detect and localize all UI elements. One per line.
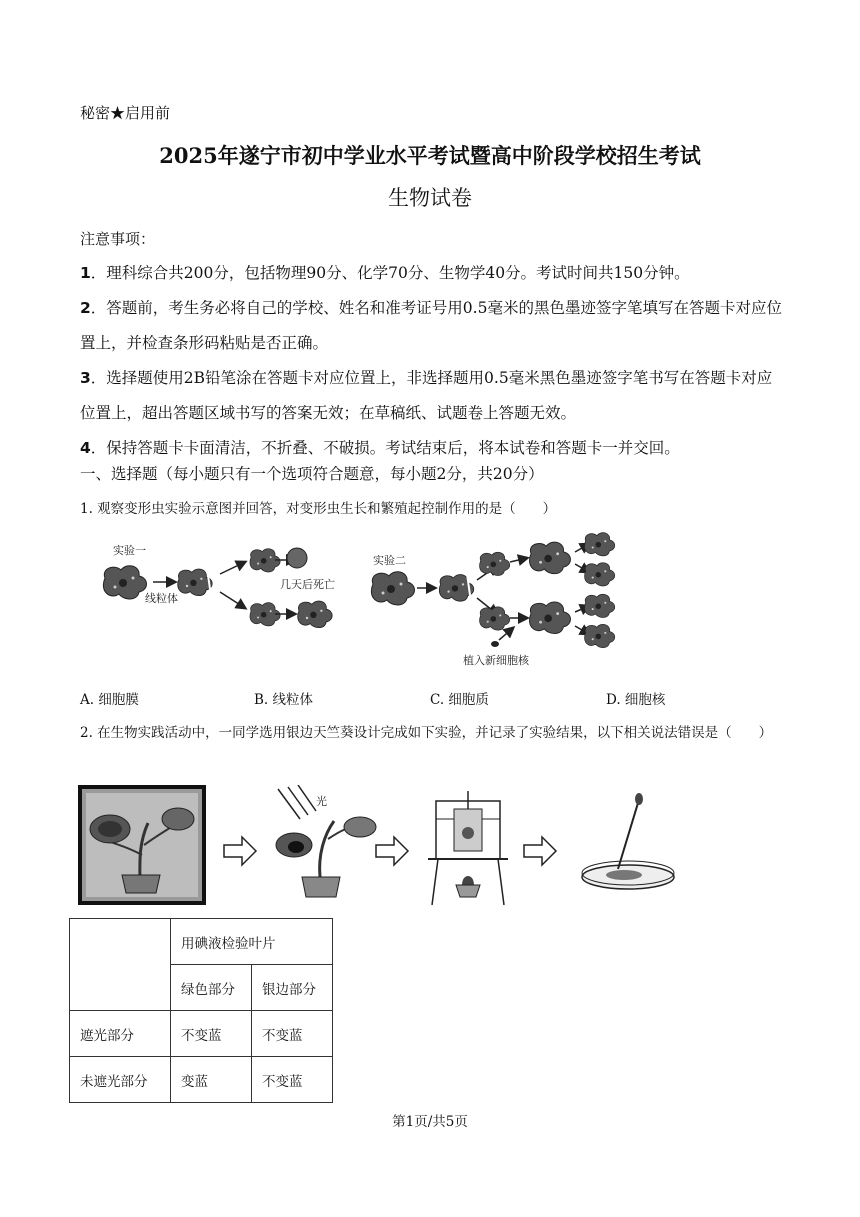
table-header-main: 用碘液检验叶片: [171, 919, 333, 965]
cell-green: 变蓝: [171, 1057, 252, 1103]
cell-silver: 不变蓝: [252, 1011, 333, 1057]
arrow-icon: [376, 837, 408, 865]
option-c: C. 细胞质: [430, 692, 489, 708]
note-item: 2．答题前，考生务必将自己的学校、姓名和准考证号用0.5毫米的黑色墨迹签字笔填写在答题卡对应位置上，并检查条形码粘贴是否正确。: [80, 299, 782, 352]
option-a: A. 细胞膜: [80, 692, 139, 708]
table-corner-cell: [70, 919, 171, 1011]
amoeba-icon: [480, 607, 510, 630]
cell-green: 不变蓝: [171, 1011, 252, 1057]
amoeba-icon: [371, 572, 414, 605]
table-row: [70, 1011, 333, 1057]
water-bath-apparatus-icon: [428, 791, 508, 905]
petri-dish-dropper-icon: [582, 793, 674, 889]
arrow-icon: [524, 837, 556, 865]
note-item: 4．保持答题卡卡面清洁，不折叠、不破损。考试结束后，将本试卷和答题卡一并交回。: [80, 439, 680, 457]
notes-heading: 注意事项：: [80, 230, 156, 248]
amoeba-icon: [585, 624, 615, 647]
light-label: 光: [316, 795, 327, 808]
amoeba-split-icon: [178, 568, 212, 596]
dead-label: 几天后死亡: [280, 578, 335, 591]
option-d: D. 细胞核: [606, 692, 666, 708]
exam-title: 2025年遂宁市初中学业水平考试暨高中阶段学校招生考试: [159, 143, 701, 168]
cell-silver: 不变蓝: [252, 1057, 333, 1103]
amoeba-split-icon: [439, 574, 473, 602]
arrow-icon: [224, 837, 256, 865]
note-item: 1．理科综合共200分，包括物理90分、化学70分、生物学40分。考试时间共150分钟。: [80, 264, 690, 282]
amoeba-icon: [480, 552, 510, 575]
section-heading: 一、选择题（每小题只有一个选项符合题意，每小题2分，共20分）: [80, 465, 544, 483]
amoeba-icon: [585, 563, 615, 586]
amoeba-icon: [298, 601, 332, 628]
amoeba-icon: [103, 566, 146, 599]
question-1-stem: 1. 观察变形虫实验示意图并回答，对变形虫生长和繁殖起控制作用的是（ ）: [80, 501, 557, 517]
question-2-stem: 2. 在生物实践活动中，一同学选用银边天竺葵设计完成如下实验，并记录了实验结果，以下相关说法错误是（ ）: [80, 725, 773, 741]
experiment-2-label: 实验二: [373, 554, 406, 567]
new-nucleus-label: 植入新细胞核: [463, 654, 529, 667]
exam-subtitle: 生物试卷: [388, 186, 472, 210]
amoeba-experiment-figure: [95, 530, 675, 675]
option-b: B. 线粒体: [254, 692, 314, 708]
geranium-experiment-figure: [78, 785, 678, 915]
amoeba-icon: [585, 533, 615, 556]
table-row: [70, 1057, 333, 1103]
geranium-plant-photo: [80, 787, 204, 903]
experiment-1-label: 实验一: [113, 544, 146, 557]
table-col-green: 绿色部分: [171, 965, 252, 1011]
mito-label: 线粒体: [145, 592, 178, 605]
plant-under-light-icon: [276, 785, 376, 897]
row-label: 遮光部分: [70, 1011, 171, 1057]
note-item: 3．选择题使用2B铅笔涂在答题卡对应位置上，非选择题用0.5毫米黑色墨迹签字笔书写在答题卡对应位置上，超出答题区域书写的答案无效；在草稿纸、试题卷上答题无效。: [80, 369, 773, 422]
page-footer: 第1页/共5页: [392, 1114, 468, 1130]
amoeba-icon: [585, 594, 615, 617]
amoeba-icon: [530, 602, 571, 634]
amoeba-icon: [530, 542, 571, 574]
nucleus-icon: [491, 641, 499, 647]
secret-mark: 秘密★启用前: [80, 104, 171, 122]
row-label: 未遮光部分: [70, 1057, 171, 1103]
table-col-silver: 银边部分: [252, 965, 333, 1011]
dead-cell-icon: [287, 548, 307, 568]
iodine-test-result-table: [69, 918, 333, 1103]
